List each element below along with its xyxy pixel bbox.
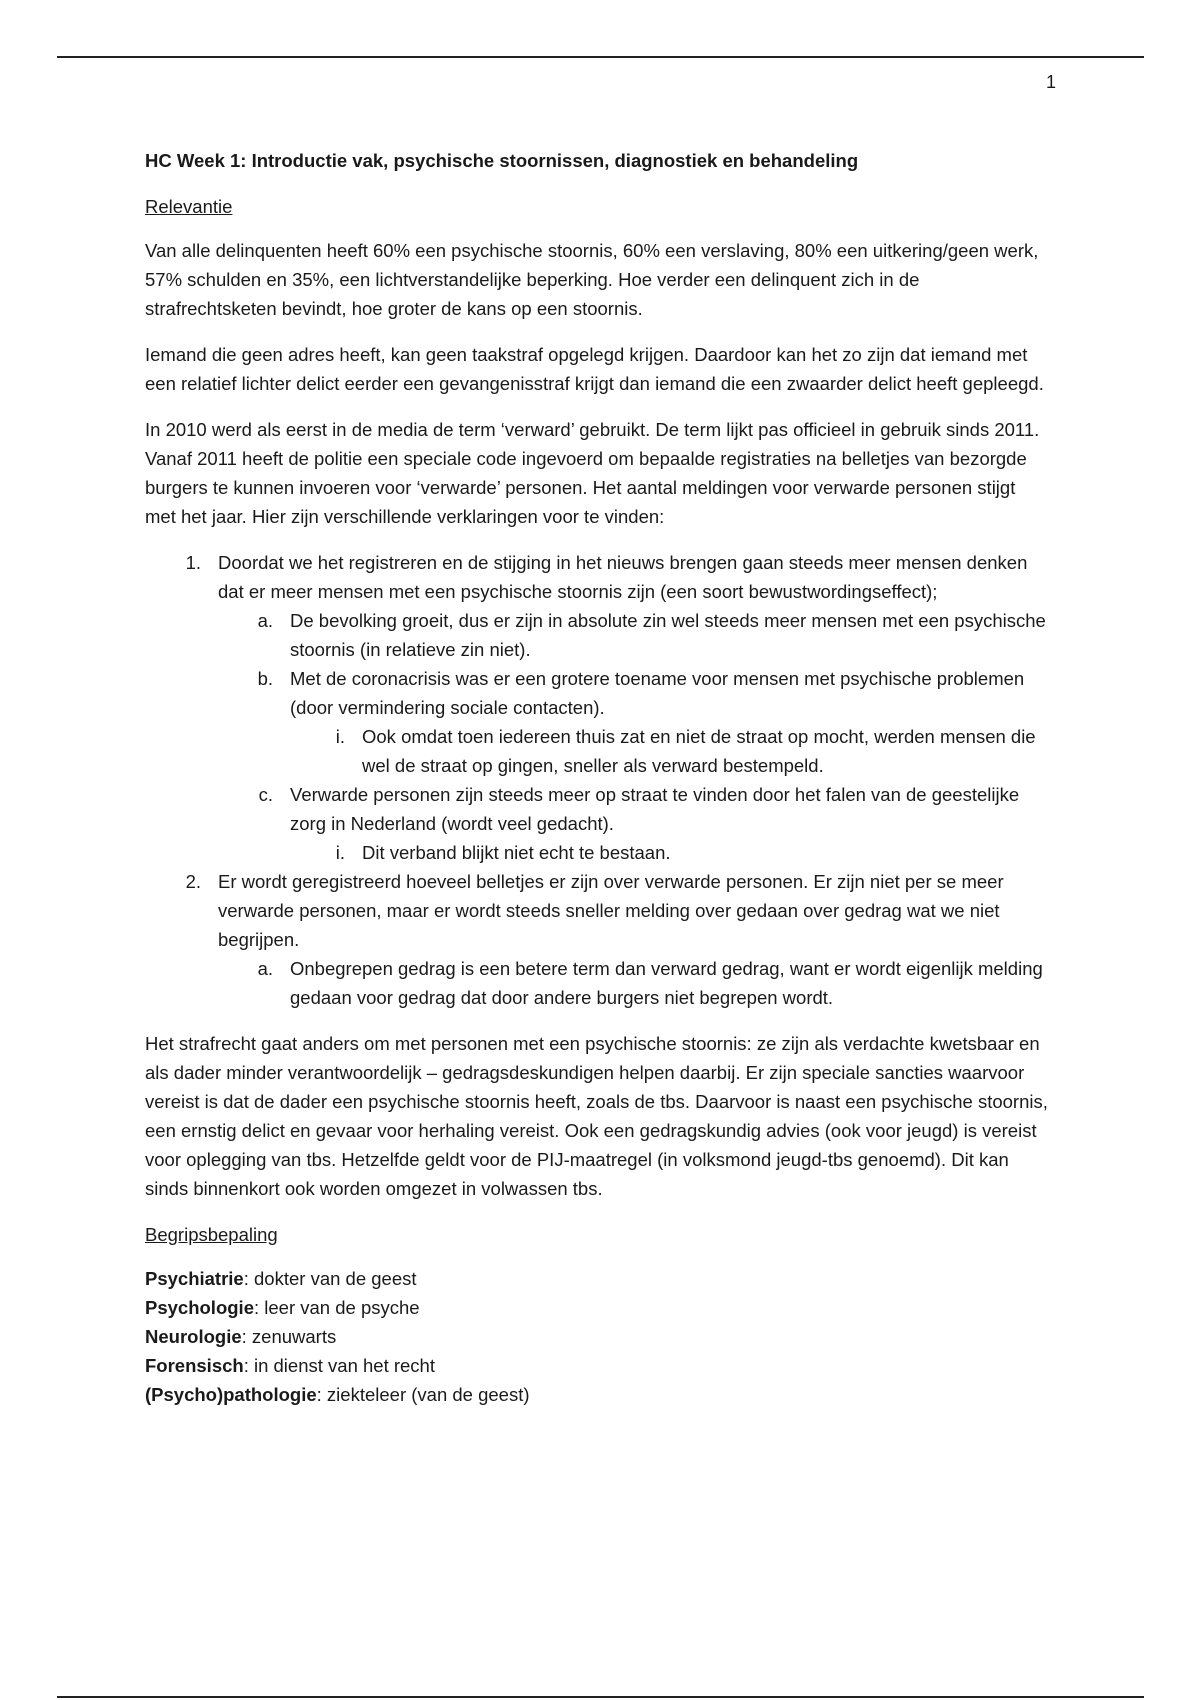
paragraph: Het strafrecht gaat anders om met personen met een psychische stoornis: ze zijn als verdachte kwetsbaar en als dader minder verantwoordelijk – gedragsdeskundigen helpen daarbij. Er zijn speciale sancties waarvoor vereist is dat de dader een psychische stoornis heeft, zoals de tbs. Daarvoor is naast een psychische stoornis, een ernstig delict en gevaar voor herhaling vereist. Ook een gedragskundig advies (ook voor jeugd) is vereist voor oplegging van tbs. Hetzelfde geldt voor de PIJ-maatregel (in volksmond jeugd-tbs genoemd). Dit kan sinds binnenkort ook worden omgezet in volwassen tbs. bbox=[145, 1033, 1048, 1199]
list-subitem bbox=[145, 606, 1050, 664]
definition-term: (Psycho)pathologie bbox=[145, 1384, 317, 1405]
list-marker: 2. bbox=[185, 871, 201, 892]
paragraph: Iemand die geen adres heeft, kan geen taakstraf opgelegd krijgen. Daardoor kan het zo zijn dat iemand met een relatief lichter delict eerder een gevangenisstraf krijgt dan iemand die een zwaarder delict heeft gepleegd. bbox=[145, 344, 1044, 394]
list-marker: c. bbox=[258, 784, 273, 805]
section-heading-relevance: Relevantie bbox=[145, 196, 233, 217]
document-body bbox=[145, 146, 1050, 1409]
header-rule bbox=[57, 56, 1144, 58]
list-subsubitem bbox=[145, 838, 1050, 867]
definition-text: : ziekteleer (van de geest) bbox=[316, 1384, 530, 1405]
paragraph: Van alle delinquenten heeft 60% een psychische stoornis, 60% een verslaving, 80% een uitkering/geen werk, 57% schulden en 35%, een lichtverstandelijke beperking. Hoe verder een delinquent zich in de strafrechtsketen bevindt, hoe groter de kans op een stoornis. bbox=[145, 240, 1039, 319]
definition-term: Neurologie bbox=[145, 1326, 242, 1347]
list-subitem bbox=[145, 664, 1050, 722]
list-subitem bbox=[145, 954, 1050, 1012]
page-title: HC Week 1: Introductie vak, psychische stoornissen, diagnostiek en behandeling bbox=[145, 150, 859, 171]
section-heading-definitions: Begripsbepaling bbox=[145, 1224, 278, 1245]
list-subsubitem bbox=[145, 722, 1050, 780]
definition-text: : dokter van de geest bbox=[243, 1268, 417, 1289]
definition-text: : in dienst van het recht bbox=[243, 1355, 435, 1376]
list-marker: a. bbox=[257, 958, 273, 979]
definition-term: Psychiatrie bbox=[145, 1268, 244, 1289]
definition-text: : zenuwarts bbox=[241, 1326, 337, 1347]
definitions-list bbox=[145, 1264, 1050, 1409]
definition-item bbox=[145, 1264, 1050, 1293]
definition-term: Forensisch bbox=[145, 1355, 244, 1376]
paragraph: In 2010 werd als eerst in de media de term ‘verward’ gebruikt. De term lijkt pas officieel in gebruik sinds 2011. Vanaf 2011 heeft de politie een speciale code ingevoerd om bepaalde registraties na belletjes van bezorgde burgers te kunnen invoeren voor ‘verwarde’ personen. Het aantal meldingen voor verwarde personen stijgt met het jaar. Hier zijn verschillende verklaringen voor te vinden: bbox=[145, 419, 1040, 527]
list-item-text: Met de coronacrisis was er een grotere toename voor mensen met psychische problemen (door vermindering sociale contacten). bbox=[290, 668, 1025, 718]
definition-text: : leer van de psyche bbox=[253, 1297, 420, 1318]
list-item-text: Verwarde personen zijn steeds meer op straat te vinden door het falen van de geestelijke zorg in Nederland (wordt veel gedacht). bbox=[290, 784, 1020, 834]
definition-item bbox=[145, 1380, 1050, 1409]
definition-item bbox=[145, 1293, 1050, 1322]
list-item-text: Ook omdat toen iedereen thuis zat en niet de straat op mocht, werden mensen die wel de straat op gingen, sneller als verward bestempeld. bbox=[362, 726, 1036, 776]
list-item bbox=[145, 867, 1050, 954]
list-subitem bbox=[145, 780, 1050, 838]
list-marker: 1. bbox=[185, 552, 201, 573]
explanations-list bbox=[145, 548, 1050, 1012]
list-item-text: Onbegrepen gedrag is een betere term dan verward gedrag, want er wordt eigenlijk melding gedaan voor gedrag dat door andere burgers niet begrepen wordt. bbox=[290, 958, 1043, 1008]
definition-term: Psychologie bbox=[145, 1297, 254, 1318]
list-marker: a. bbox=[257, 610, 273, 631]
list-marker: i. bbox=[335, 842, 345, 863]
list-item-text: Er wordt geregistreerd hoeveel belletjes er zijn over verwarde personen. Er zijn niet per se meer verwarde personen, maar er wordt steeds sneller melding over gedaan over gedrag wat we niet begrijpen. bbox=[218, 871, 1004, 950]
list-marker: i. bbox=[335, 726, 345, 747]
list-item-text: De bevolking groeit, dus er zijn in absolute zin wel steeds meer mensen met een psychische stoornis (in relatieve zin niet). bbox=[290, 610, 1046, 660]
list-item-text: Doordat we het registreren en de stijging in het nieuws brengen gaan steeds meer mensen denken dat er meer mensen met een psychische stoornis zijn (een soort bewustwordingseffect); bbox=[218, 552, 1028, 602]
definition-item bbox=[145, 1351, 1050, 1380]
footer-rule bbox=[57, 1696, 1144, 1698]
list-item bbox=[145, 548, 1050, 606]
definition-item bbox=[145, 1322, 1050, 1351]
page-number: 1 bbox=[1045, 72, 1056, 92]
list-marker: b. bbox=[257, 668, 273, 689]
list-item-text: Dit verband blijkt niet echt te bestaan. bbox=[362, 842, 671, 863]
